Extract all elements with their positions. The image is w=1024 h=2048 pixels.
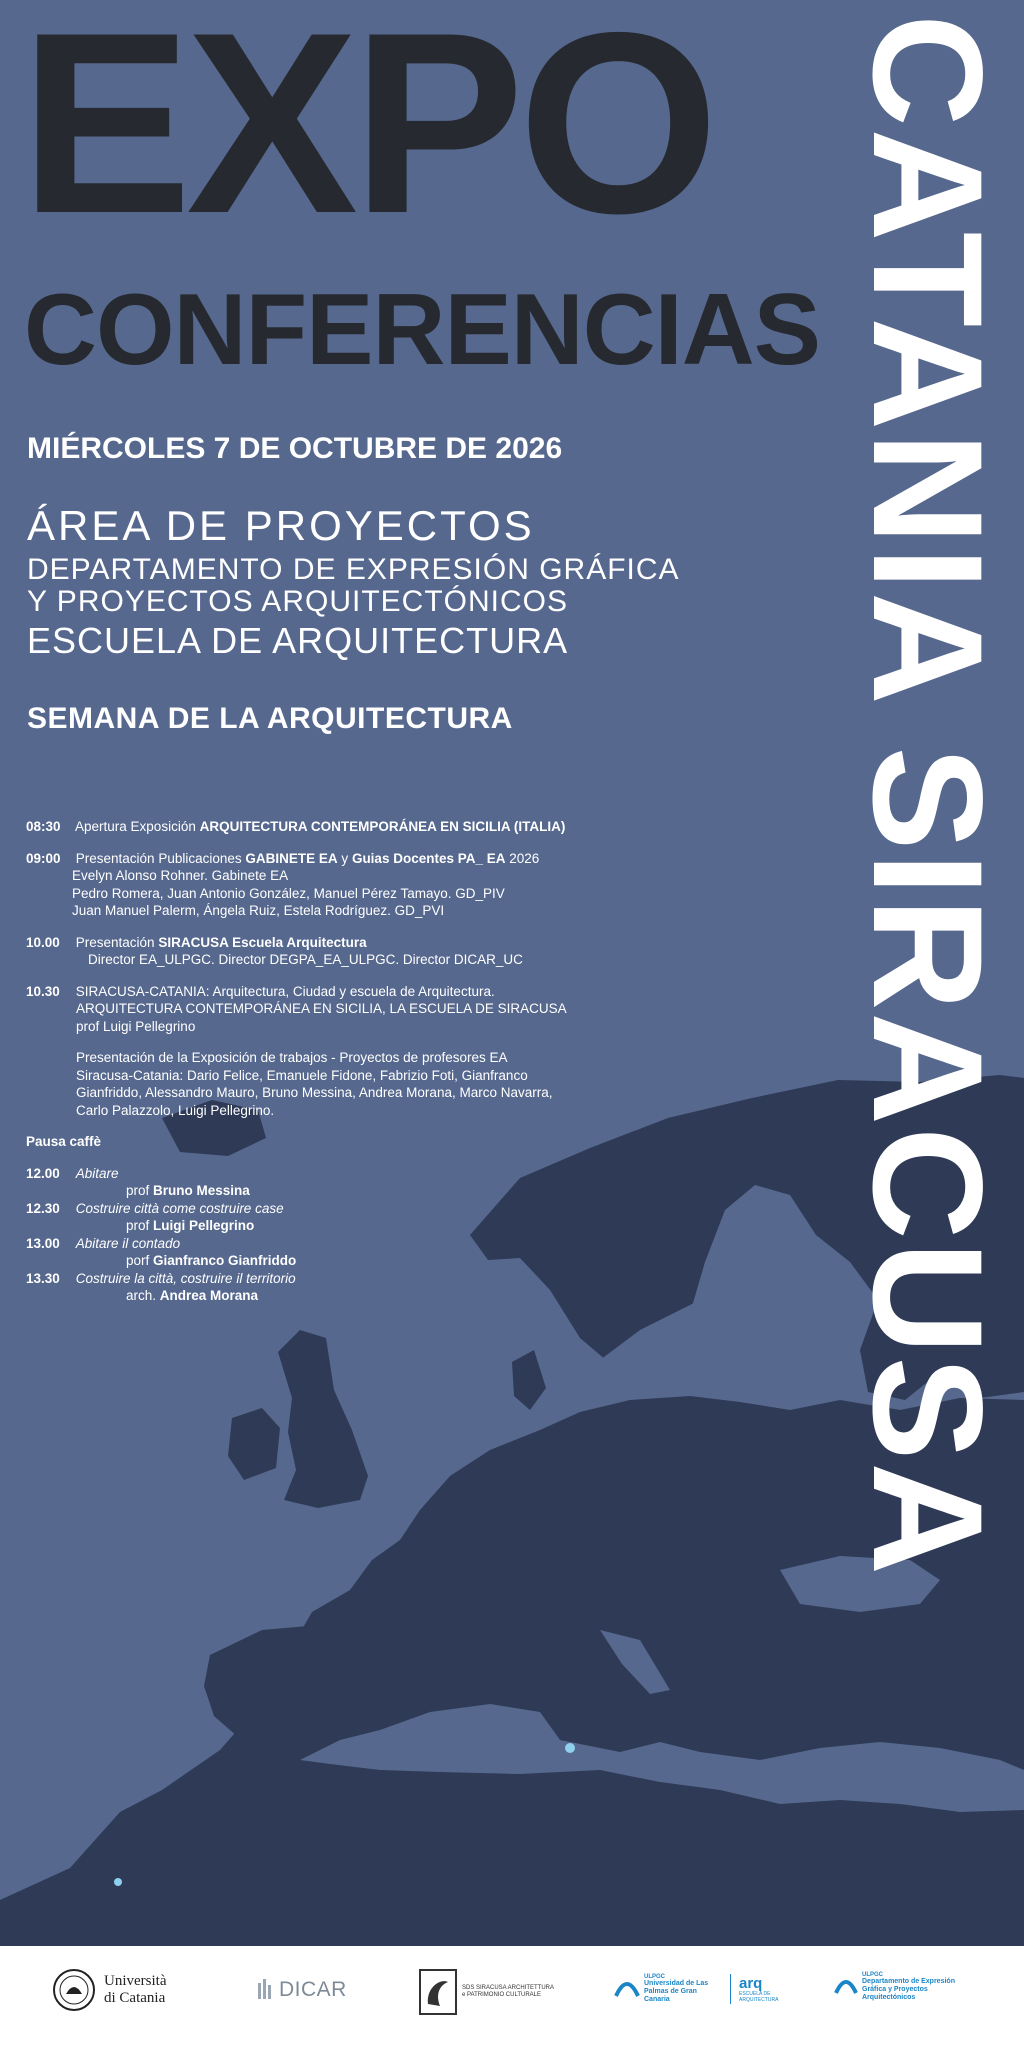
entry-bold-text: ARQUITECTURA CONTEMPORÁNEA EN SICILIA (ITALIA)	[199, 819, 566, 834]
talk-title: Abitare	[75, 1165, 119, 1181]
entry-text: Apertura Exposición	[75, 819, 196, 834]
dept-tag: ULPGC	[862, 1972, 883, 1978]
talk-title: Abitare il contado	[75, 1235, 181, 1251]
map-great-britain	[278, 1330, 368, 1508]
talk-time: 12.30	[26, 1200, 60, 1216]
program-schedule	[26, 818, 686, 1305]
map-ireland	[228, 1408, 280, 1480]
school-heading: ESCUELA DE ARQUITECTURA	[27, 620, 569, 661]
entry-text: Presentación Publicaciones	[75, 850, 242, 866]
logo-divider	[730, 1974, 731, 2004]
speaker-name: Gianfranco Gianfriddo	[153, 1253, 297, 1268]
program-entry-siracusa-catania	[26, 983, 686, 1036]
unict-name-line-1: Università	[104, 1973, 167, 1989]
entry-detail: Gianfriddo, Alessandro Mauro, Bruno Messina, Andrea Morana, Marco Navarra,	[76, 1085, 553, 1100]
entry-time: 09:00	[26, 850, 61, 866]
arq-mark: arq	[739, 1974, 763, 1992]
dept-name: Departamento de Expresión Gráfica y Proyectos Arquitectónicos	[862, 1978, 955, 2001]
entry-text: 2026	[509, 850, 540, 866]
sds-name: SDS SIRACUSA ARCHITETTURA e PATRIMONIO CULTURALE	[462, 1985, 554, 1998]
unict-seal-icon	[52, 1968, 96, 2012]
dicar-logo	[258, 1978, 347, 2002]
entry-detail: Evelyn Alonso Rohner. Gabinete EA	[72, 868, 289, 883]
speaker-prefix: prof	[126, 1218, 150, 1233]
speaker-name: Luigi Pellegrino	[153, 1218, 255, 1233]
dicar-name: DICAR	[279, 1978, 347, 2001]
entry-text: y	[341, 850, 349, 866]
entry-detail: Pedro Romera, Juan Antonio González, Manuel Pérez Tamayo. GD_PIV	[72, 885, 505, 901]
ulpgc-logo	[614, 1974, 783, 2004]
speaker-prefix: prof	[126, 1183, 150, 1198]
catania-siracusa-vertical-title: CATANIA SIRACUSA	[840, 14, 1014, 1578]
unict-logo	[52, 1968, 166, 2012]
department-line-2: Y PROYECTOS ARQUITECTÓNICOS	[27, 585, 568, 618]
entry-detail: Carlo Palazzolo, Luigi Pellegrino.	[76, 1102, 275, 1118]
pause-label: Pausa caffè	[26, 1134, 102, 1149]
program-talk-4	[26, 1270, 686, 1305]
entry-detail: Director EA_ULPGC. Director DEGPA_EA_ULPGC. Director DICAR_UC	[88, 952, 523, 967]
dept-wave-icon	[834, 1975, 858, 1999]
program-entry-exhibition	[26, 1049, 686, 1119]
dept-logo	[834, 1972, 962, 2002]
program-entry-opening	[26, 818, 686, 836]
ulpgc-wave-icon	[614, 1976, 640, 2002]
program-talk-1	[26, 1165, 686, 1200]
entry-bold-text: SIRACUSA Escuela Arquitectura	[158, 934, 367, 950]
talk-time: 13.00	[26, 1235, 60, 1251]
entry-detail: ARQUITECTURA CONTEMPORÁNEA EN SICILIA, LA ESCUELA DE SIRACUSA	[76, 1001, 567, 1016]
expo-title: EXPO	[20, 0, 713, 267]
ulpgc-tag: ULPGC	[644, 1974, 665, 1980]
entry-detail: Siracusa-Catania: Dario Felice, Emanuele Fidone, Fabrizio Foti, Gianfranco	[76, 1067, 528, 1083]
ulpgc-name: Universidad de Las Palmas de Gran Canaria	[644, 1980, 709, 2003]
map-marker-islands	[114, 1878, 122, 1886]
entry-time: 10.30	[26, 983, 60, 999]
area-heading: ÁREA DE PROYECTOS	[27, 502, 535, 549]
talk-title: Costruire la città, costruire il territorio	[75, 1270, 296, 1286]
conferencias-title: CONFERENCIAS	[24, 274, 821, 386]
program-talk-3	[26, 1235, 686, 1270]
entry-text: Presentación	[75, 934, 155, 950]
entry-text: SIRACUSA-CATANIA: Arquitectura, Ciudad y escuela de Arquitectura.	[75, 983, 495, 999]
talk-time: 13.30	[26, 1270, 60, 1286]
map-marker-sicily	[565, 1743, 575, 1753]
entry-detail: Presentación de la Exposición de trabajos - Proyectos de profesores EA	[76, 1050, 508, 1065]
speaker-prefix: arch.	[126, 1288, 157, 1303]
program-pause	[26, 1133, 686, 1151]
entry-bold-text: Guias Docentes PA_ EA	[351, 850, 506, 866]
speaker-name: Bruno Messina	[153, 1183, 250, 1198]
speaker-name: Andrea Morana	[159, 1288, 259, 1303]
department-line-1: DEPARTAMENTO DE EXPRESIÓN GRÁFICA	[27, 553, 680, 586]
entry-detail: Juan Manuel Palerm, Ángela Ruiz, Estela Rodríguez. GD_PVI	[72, 903, 445, 918]
speaker-prefix: porf	[126, 1253, 150, 1268]
sds-logo	[418, 1968, 558, 2016]
dicar-bars-icon	[258, 1979, 276, 2001]
entry-bold-text: GABINETE EA	[245, 850, 338, 866]
week-heading: SEMANA DE LA ARQUITECTURA	[27, 702, 513, 735]
arq-subtitle: ESCUELA DE ARQUITECTURA	[739, 1990, 779, 2003]
entry-time: 10.00	[26, 934, 60, 950]
program-entry-siracusa	[26, 934, 686, 969]
talk-title: Costruire città come costruire case	[75, 1200, 284, 1216]
event-date: MIÉRCOLES 7 DE OCTUBRE DE 2026	[27, 432, 563, 465]
program-talk-2	[26, 1200, 686, 1235]
entry-detail: prof Luigi Pellegrino	[76, 1018, 196, 1034]
entry-time: 08:30	[26, 819, 61, 834]
program-entry-publications	[26, 850, 686, 920]
sponsor-logo-strip	[0, 1946, 1024, 2048]
unict-name-line-2: di Catania	[104, 1990, 166, 2006]
map-denmark	[512, 1350, 546, 1410]
talk-time: 12.00	[26, 1165, 60, 1181]
sds-emblem-icon	[418, 1968, 458, 2016]
